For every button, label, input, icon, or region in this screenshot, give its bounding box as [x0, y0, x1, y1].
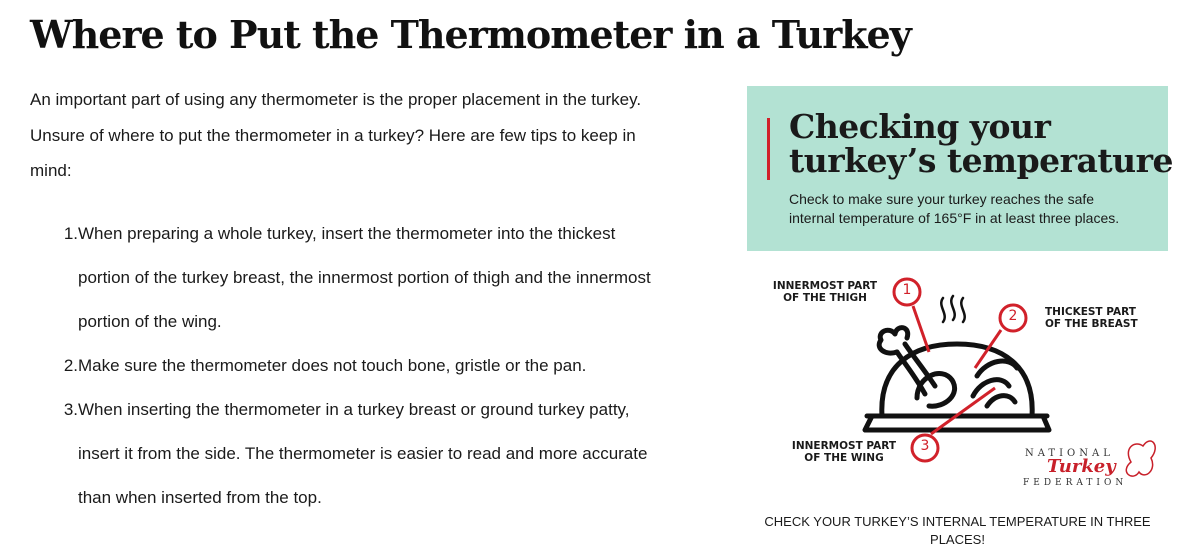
intro-paragraph [30, 82, 730, 189]
label-line: OF THE THIGH [783, 292, 867, 304]
subtitle-line: internal temperature of 165°F in at least three places. [789, 210, 1120, 226]
list-item-text [78, 212, 651, 344]
list-item-text [78, 344, 586, 388]
subtitle-line: Check to make sure your turkey reaches the safe [789, 191, 1095, 207]
list-item [30, 344, 720, 388]
list-item-text [78, 388, 647, 520]
list-item-line: portion of the turkey breast, the innermost portion of thigh and the innermost [78, 268, 651, 287]
marker-label-wing [787, 440, 901, 464]
infographic-subtitle [789, 190, 1159, 228]
label-line: OF THE WING [804, 452, 884, 464]
page-title: Where to Put the Thermometer in a Turkey [30, 12, 911, 57]
list-item [30, 388, 720, 520]
infographic-heading [789, 107, 1174, 180]
marker-number: 2 [1008, 308, 1018, 324]
intro-line: An important part of using any thermometer is the proper placement in the turkey. [30, 90, 642, 109]
turkey-diagram [747, 256, 1168, 508]
heading-line: Checking your [789, 107, 1051, 146]
tips-list [30, 212, 720, 520]
label-line: INNERMOST PART [772, 280, 878, 292]
accent-bar [767, 118, 770, 180]
heading-line: turkey’s temperature [789, 141, 1174, 180]
logo-text-bottom: FEDERATION [1023, 478, 1128, 488]
list-item-line: When inserting the thermometer in a turkey breast or ground turkey patty, [78, 400, 630, 419]
label-line: OF THE BREAST [1045, 318, 1138, 330]
logo-text-script: Turkey [1047, 456, 1116, 477]
list-item [30, 212, 720, 344]
list-item-line: When preparing a whole turkey, insert the thermometer into the thickest [78, 224, 616, 243]
marker-label-breast [1045, 306, 1155, 330]
intro-line: mind: [30, 161, 72, 180]
list-item-number: 2. [63, 356, 78, 375]
label-line: THICKEST PART [1045, 306, 1136, 318]
list-item-number: 3. [63, 400, 78, 419]
caption-line: CHECK YOUR TURKEY’S INTERNAL TEMPERATURE IN THREE [764, 514, 1151, 529]
list-item-line: portion of the wing. [78, 312, 222, 331]
infographic-caption [747, 513, 1168, 549]
list-item-line: insert it from the side. The thermometer is easier to read and more accurate [78, 444, 648, 463]
list-item-number: 1. [63, 224, 78, 243]
infographic-header-box [747, 86, 1174, 251]
intro-line: Unsure of where to put the thermometer in a turkey? Here are few tips to keep in [30, 125, 636, 145]
list-item-line: Make sure the thermometer does not touch bone, gristle or the pan. [78, 356, 587, 375]
label-line: INNERMOST PART [791, 440, 897, 452]
caption-line: PLACES! [930, 532, 985, 547]
logo-text-top: NATIONAL [1025, 448, 1114, 459]
marker-number: 1 [902, 282, 912, 298]
marker-number: 3 [920, 438, 930, 454]
list-item-line: than when inserted from the top. [78, 488, 322, 507]
marker-label-thigh [771, 280, 879, 304]
